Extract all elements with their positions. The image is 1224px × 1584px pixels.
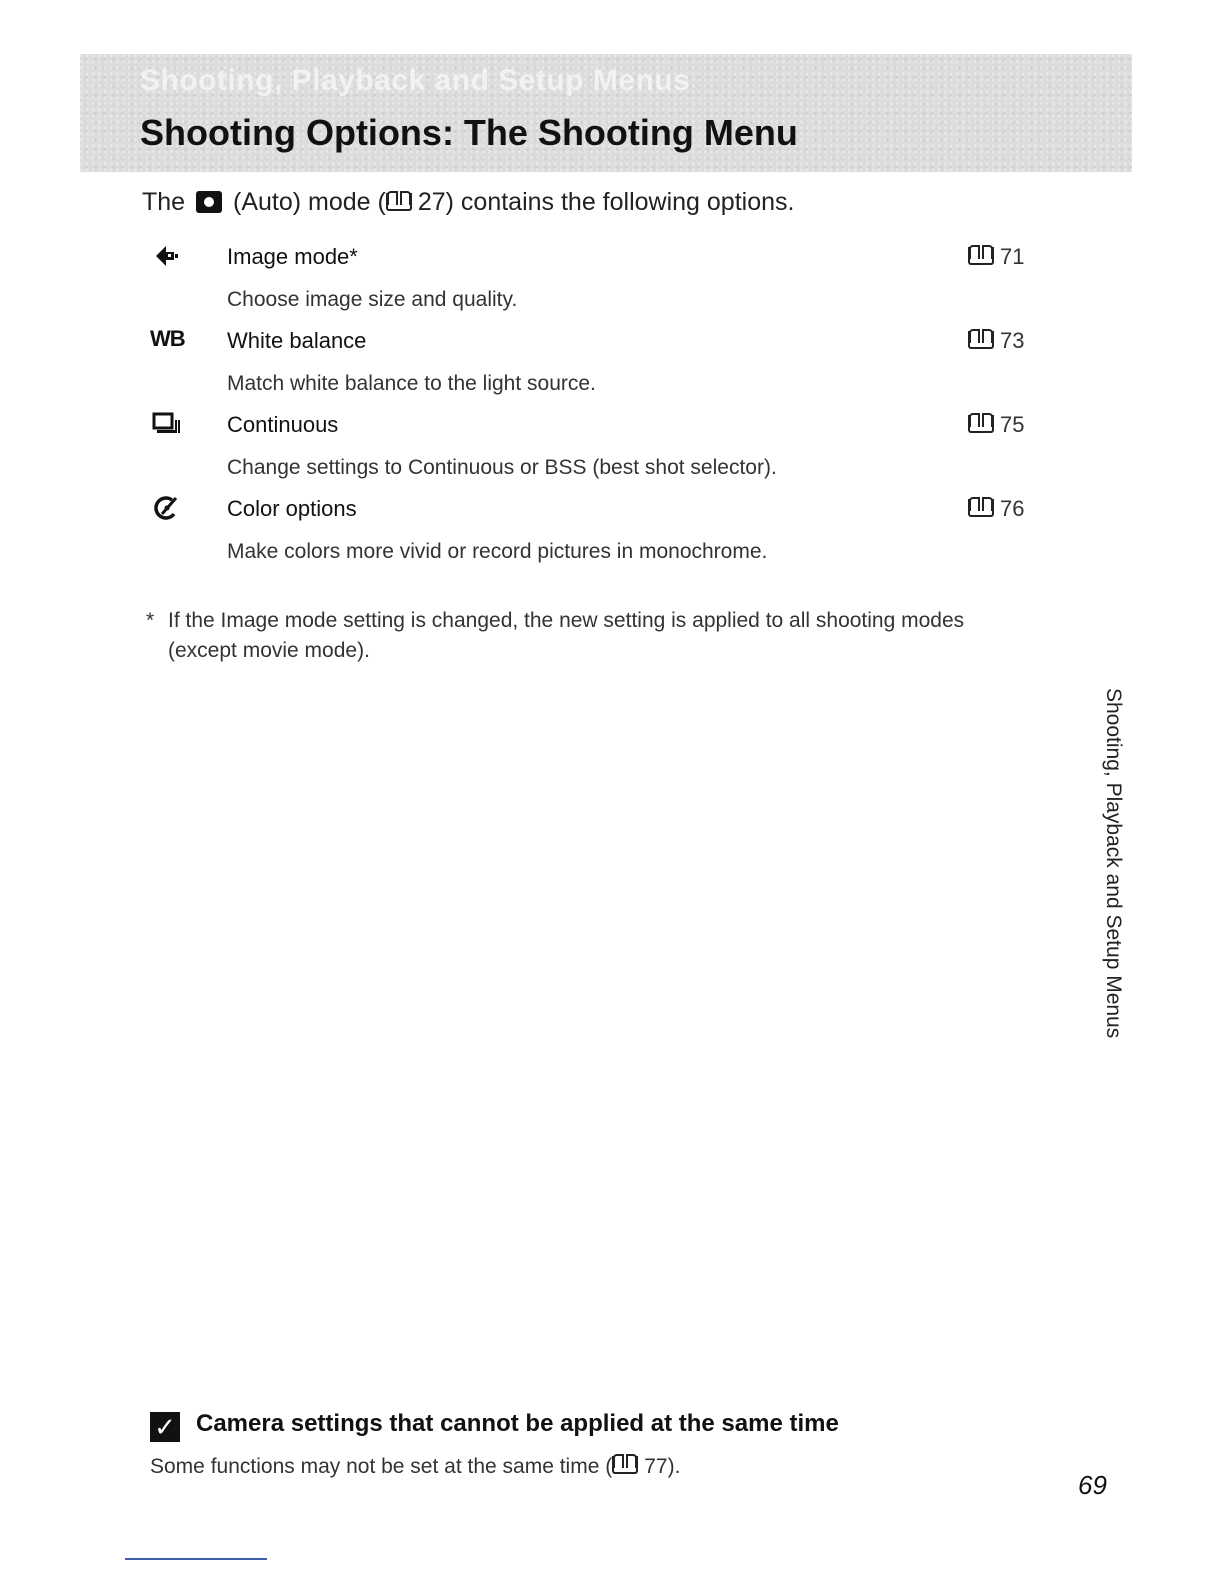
page-reference: [968, 412, 1024, 438]
page-number-ref: 76: [1000, 496, 1025, 521]
note-body-text: Some functions may not be set at the same time (: [150, 1455, 613, 1478]
intro-ref-text: 27) contains the following options.: [417, 188, 795, 216]
footnote: [146, 606, 1026, 666]
menu-item-color-options: [0, 492, 1224, 576]
page-number-ref: 73: [1000, 328, 1025, 353]
page-reference-icon: [386, 193, 412, 211]
menu-item-image-mode: [0, 240, 1224, 324]
menu-item-white-balance: [0, 324, 1224, 408]
note-body: [150, 1455, 680, 1479]
page-reference-icon: [968, 331, 994, 349]
page-reference: [968, 496, 1024, 522]
item-title: Image mode*: [227, 244, 358, 269]
side-tab-label: Shooting, Playback and Setup Menus: [1102, 688, 1125, 1039]
menu-item-continuous: [0, 408, 1224, 492]
footnote-text: If the Image mode setting is changed, the new setting is applied to all shooting modes (except movie mode).: [168, 609, 965, 662]
page-reference-icon: [968, 415, 994, 433]
item-description: Change settings to Continuous or BSS (best shot selector).: [227, 456, 777, 479]
page-number-ref: 75: [1000, 412, 1025, 437]
item-description: Match white balance to the light source.: [227, 372, 596, 395]
page-number: 69: [1078, 1470, 1107, 1500]
page-reference: [968, 244, 1024, 270]
page-reference-icon: [968, 499, 994, 517]
intro-mode-text: (Auto) mode (: [233, 188, 386, 216]
auto-mode-camera-icon: [196, 191, 222, 213]
section-label: Shooting, Playback and Setup Menus: [140, 64, 691, 97]
white-balance-icon: WB: [150, 326, 185, 351]
continuous-icon: [150, 410, 182, 442]
page-reference-icon: [968, 247, 994, 265]
item-description: Choose image size and quality.: [227, 288, 518, 311]
footnote-mark: *: [146, 609, 155, 632]
page-reference: [968, 328, 1024, 354]
note-heading-text: Camera settings that cannot be applied at the same time: [196, 1410, 839, 1437]
check-icon: ✓: [150, 1412, 180, 1442]
intro-line: [142, 188, 794, 217]
item-title: White balance: [227, 328, 367, 353]
item-title: Color options: [227, 496, 357, 521]
page-reference-icon: [612, 1456, 638, 1474]
item-title: Continuous: [227, 412, 339, 437]
color-options-icon: [150, 494, 182, 526]
image-mode-icon: [150, 242, 182, 274]
note-body-ref: 77).: [644, 1455, 681, 1478]
page-title: Shooting Options: The Shooting Menu: [140, 112, 798, 153]
footer-rule: [125, 1558, 267, 1560]
intro-text-before: The: [142, 188, 186, 216]
item-description: Make colors more vivid or record pictures in monochrome.: [227, 540, 768, 563]
page-number-ref: 71: [1000, 244, 1025, 269]
note-heading: [150, 1410, 839, 1442]
